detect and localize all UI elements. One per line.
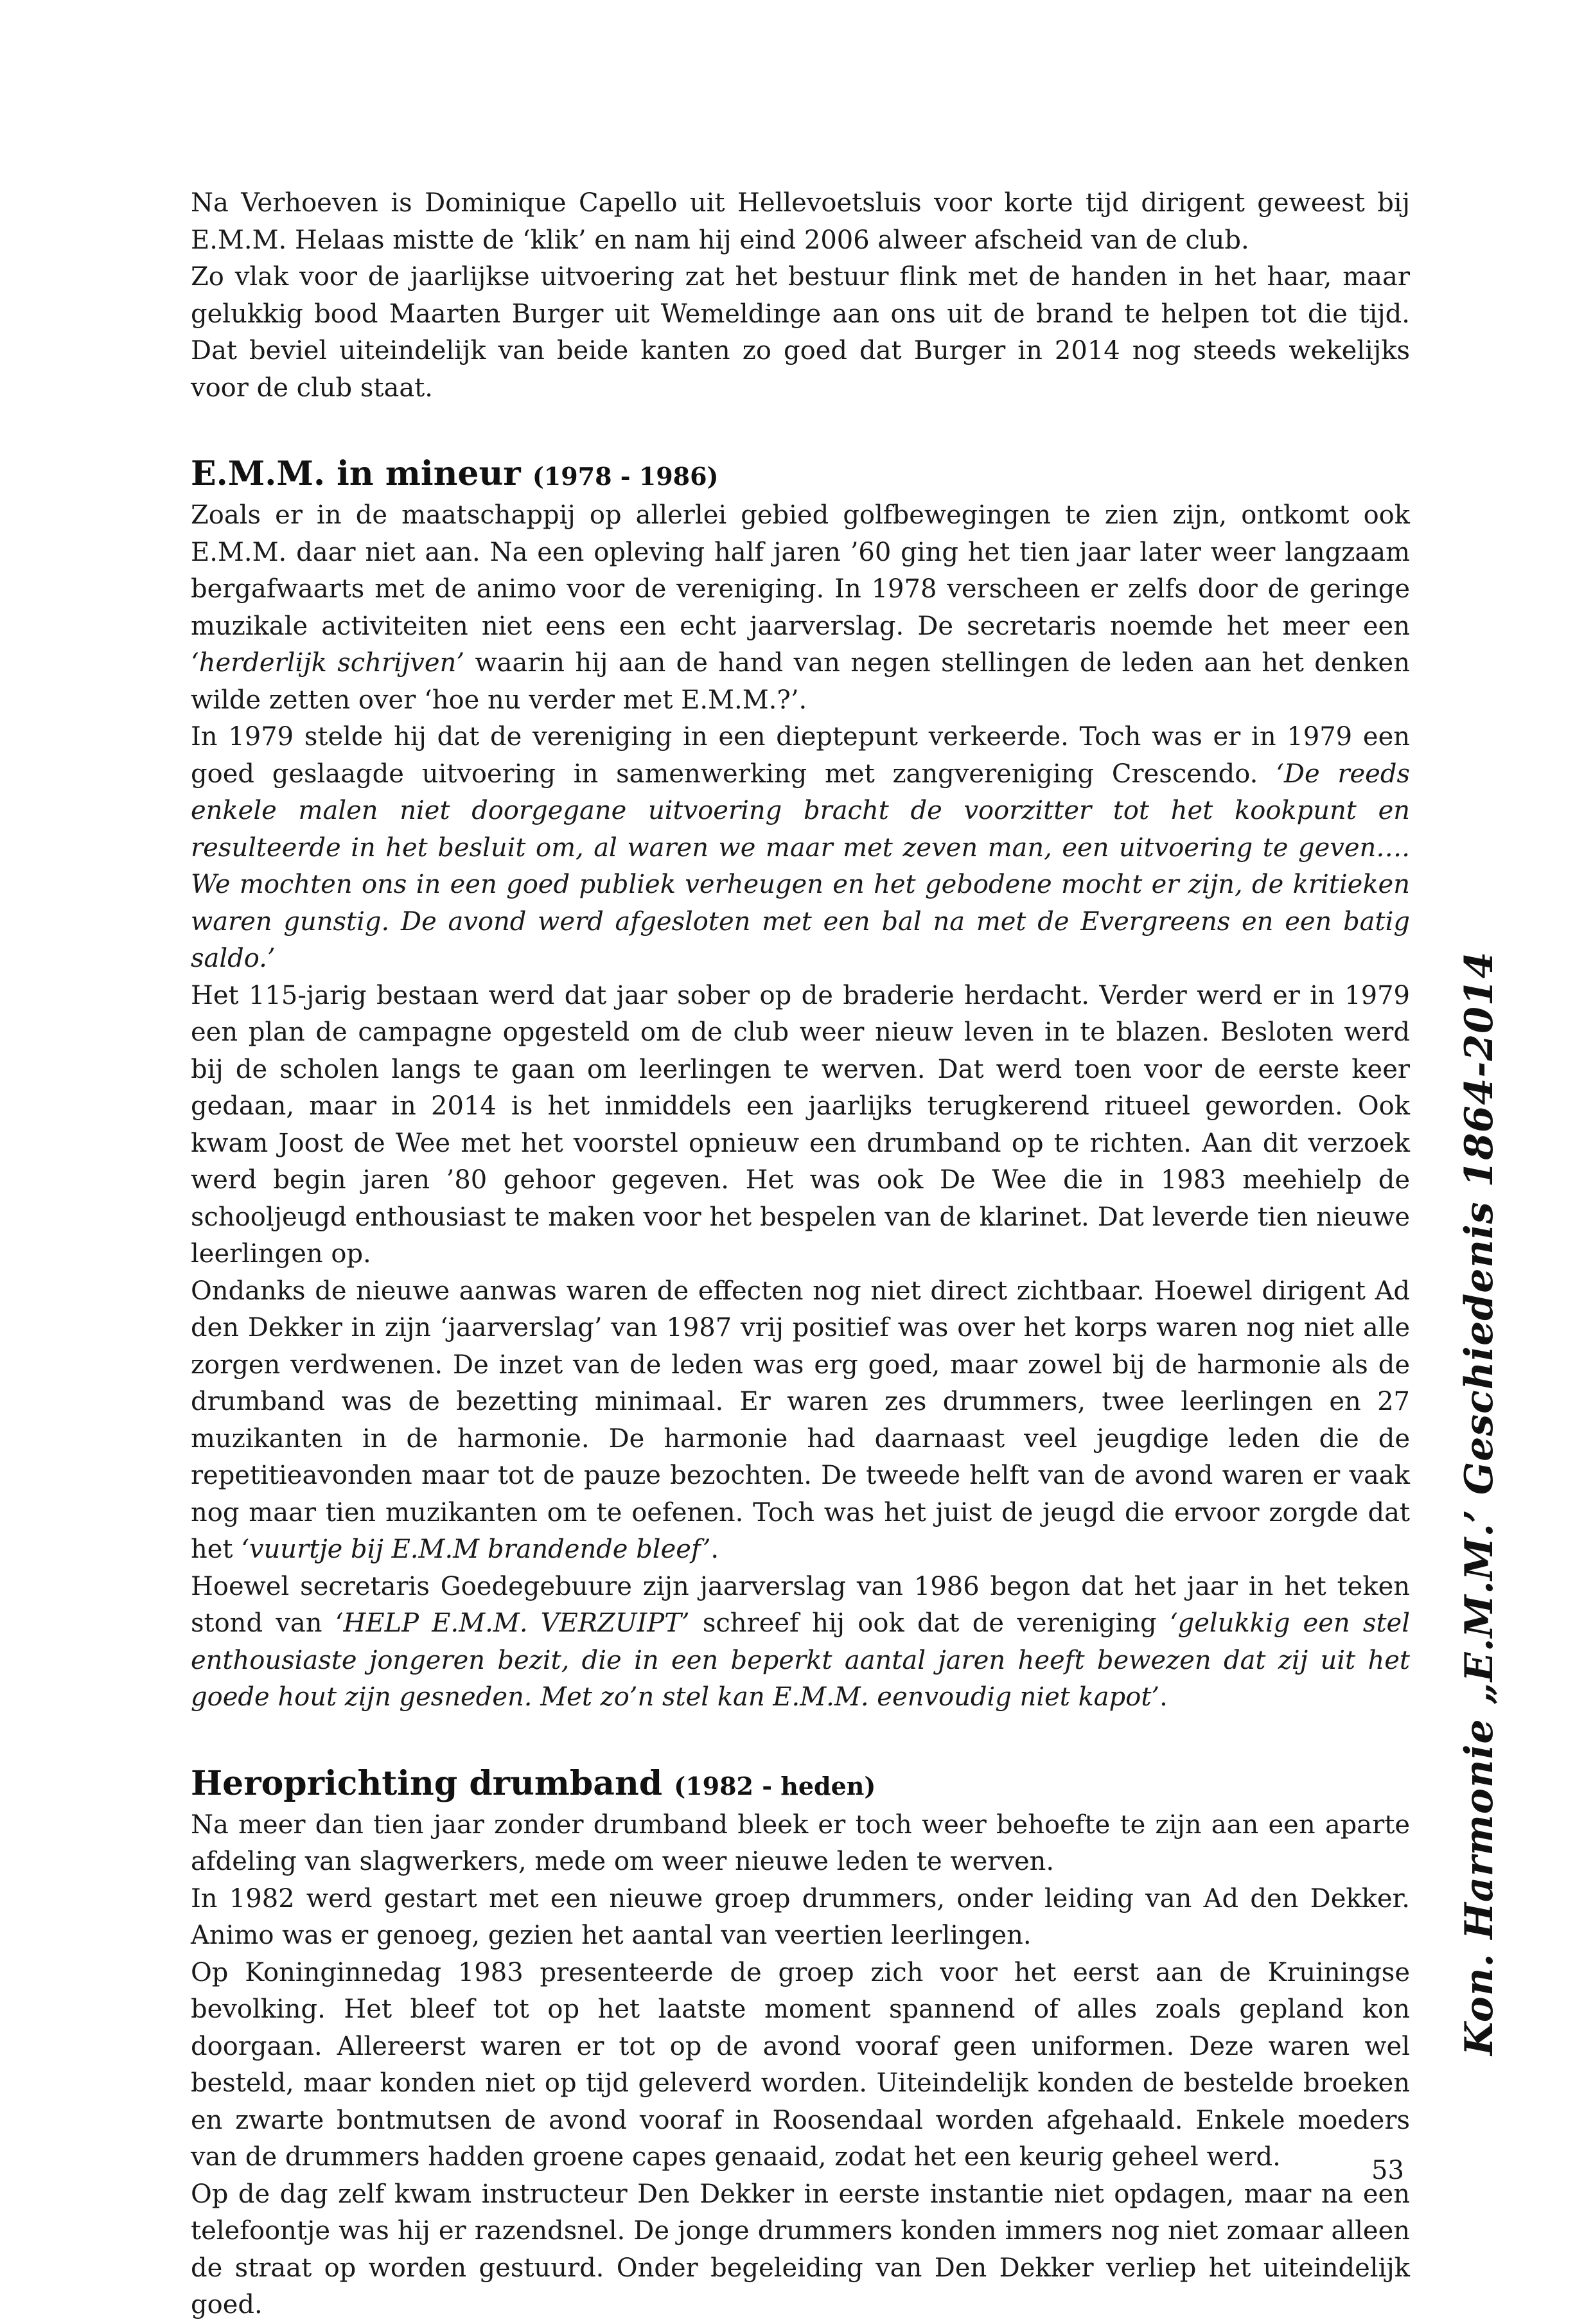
section-heading-drumband: [191, 1763, 1410, 1807]
section1-paragraph-5: [191, 1569, 1410, 1716]
section-title: Heroprichting drumband: [191, 1763, 663, 1803]
section2-paragraph-3: Op Koninginnedag 1983 presenteerde de groep zich voor het eerst aan de Kruiningse bevolking. Het bleef tot op het laatste moment spannend of alles zoals gepland kon doorgaan. Allereerst waren er tot op de avond vooraf geen uniformen. Deze waren wel besteld, maar konden niet op tijd geleverd worden. Uiteindelijk konden de bestelde broeken en zwarte bontmutsen de avond vooraf in Roosendaal worden afgehaald. Enkele moeders van de drummers hadden groene capes genaaid, zodat het een keurig geheel werd.: [191, 1957, 1410, 2172]
section-heading-mineur: [191, 453, 1410, 497]
quote: ‘HELP E.M.M. VERZUIPT’: [335, 1608, 690, 1638]
paragraph-text: Zoals er in de maatschappij op allerlei gebied golfbewegingen te zien zijn, ontkomt ook E.M.M. daar niet aan. Na een opleving half jaren ’60 ging het tien jaar later weer langzaam bergafwaarts met de animo voor de vereniging. In 1978 verscheen er zelfs door de geringe muzikale activiteiten niet eens een echt jaarverslag. De secretaris noemde het meer een: [191, 500, 1410, 641]
section-dates: (1982 - heden): [674, 1771, 876, 1800]
section1-paragraph-2: [191, 719, 1410, 978]
quote: ‘gelukkig een stel enthousiaste jongeren bezit, die in een beperkt aantal jaren heeft bewezen dat zij uit het goede hout zijn gesneden. Met zo’n stel kan E.M.M. eenvoudig niet kapot’: [191, 1608, 1410, 1712]
page-number: 53: [1371, 2156, 1404, 2185]
intro-paragraph-1: Na Verhoeven is Dominique Capello uit Hellevoetsluis voor korte tijd dirigent geweest bij E.M.M. Helaas mistte de ‘klik’ en nam hij eind 2006 alweer afscheid van de club.: [191, 188, 1410, 255]
section1-paragraph-1: [191, 497, 1410, 719]
section2-paragraph-4: Op de dag zelf kwam instructeur Den Dekker in eerste instantie niet opdagen, maar na een telefoontje was hij er razendsnel. De jonge drummers konden immers nog niet zomaar alleen de straat op worden gestuurd. Onder begeleiding van Den Dekker verliep het uiteindelijk goed.: [191, 2179, 1410, 2320]
paragraph-text: Hoewel secretaris Goedegebuure zijn jaarverslag van 1986 begon dat het jaar in het teken stond van: [191, 1571, 1410, 1638]
paragraph-text: .: [1159, 1682, 1168, 1712]
section-dates: (1978 - 1986): [532, 462, 719, 491]
section-title: E.M.M. in mineur: [191, 454, 521, 493]
quote: ‘De reeds enkele malen niet doorgegane uitvoering bracht de voorzitter tot het kookpunt en resulteerde in het besluit om, al waren we maar met zeven man, een uitvoering te geven…. We mochten ons in een goed publiek verheugen en het gebodene mocht er zijn, de kritieken waren gunstig. De avond werd afgesloten met een bal na met de Evergreens en een batig saldo.’: [191, 759, 1410, 973]
section2-paragraph-2: In 1982 werd gestart met een nieuwe groep drummers, onder leiding van Ad den Dekker. Animo was er genoeg, gezien het aantal van veertien leerlingen.: [191, 1883, 1410, 1950]
vertical-sidebar-title: Kon. Harmonie „E.M.M.’ Geschiedenis 1864-2014: [1457, 951, 1502, 2056]
paragraph-text: schreef hij ook dat de vereniging: [702, 1608, 1157, 1638]
quote: ‘vuurtje bij E.M.M brandende bleef’: [241, 1535, 711, 1564]
paragraph-text: waarin hij aan de hand van negen stellingen de leden aan het denken wilde zetten over ‘hoe nu verder met E.M.M.?’.: [191, 648, 1410, 715]
section1-paragraph-3: Het 115-jarig bestaan werd dat jaar sober op de braderie herdacht. Verder werd er in 1979 een plan de campagne opgesteld om de club weer nieuw leven in te blazen. Besloten werd bij de scholen langs te gaan om leerlingen te werven. Dat werd toen voor de eerste keer gedaan, maar in 2014 is het inmiddels een jaarlijks terugkerend ritueel geworden. Ook kwam Joost de Wee met het voorstel opnieuw een drumband op te richten. Aan dit verzoek werd begin jaren ’80 gehoor gegeven. Het was ook De Wee die in 1983 meehielp de schooljeugd enthousiast te maken voor het bespelen van de klarinet. Dat leverde tien nieuwe leerlingen op.: [191, 980, 1410, 1269]
paragraph-text: .: [710, 1535, 719, 1564]
body-text: [191, 185, 1410, 2324]
section2-paragraph-1: Na meer dan tien jaar zonder drumband bleek er toch weer behoefte te zijn aan een aparte afdeling van slagwerkers, mede om weer nieuwe leden te werven.: [191, 1809, 1410, 1876]
intro-paragraph-2: Zo vlak voor de jaarlijkse uitvoering zat het bestuur flink met de handen in het haar, maar gelukkig bood Maarten Burger uit Wemeldinge aan ons uit de brand te helpen tot die tijd. Dat beviel uiteindelijk van beide kanten zo goed dat Burger in 2014 nog steeds wekelijks voor de club staat.: [191, 262, 1410, 403]
paragraph-text: In 1979 stelde hij dat de vereniging in een dieptepunt verkeerde. Toch was er in 1979 een goed geslaagde uitvoering in samenwerking met zangvereniging Crescendo.: [191, 722, 1410, 789]
paragraph-text: Ondanks de nieuwe aanwas waren de effecten nog niet direct zichtbaar. Hoewel dirigent Ad den Dekker in zijn ‘jaarverslag’ van 1987 vrij positief was over het korps waren nog niet alle zorgen verdwenen. De inzet van de leden was erg goed, maar zowel bij de harmonie als de drumband was de bezetting minimaal. Er waren zes drummers, twee leerlingen en 27 muzikanten in de harmonie. De harmonie had daarnaast veel jeugdige leden die de repetitieavonden maar tot de pauze bezochten. De tweede helft van de avond waren er vaak nog maar tien muzikanten om te oefenen. Toch was het juist de jeugd die ervoor zorgde dat het: [191, 1276, 1410, 1564]
quote: ‘herderlijk schrijven’: [191, 648, 465, 678]
section1-paragraph-4: [191, 1273, 1410, 1569]
